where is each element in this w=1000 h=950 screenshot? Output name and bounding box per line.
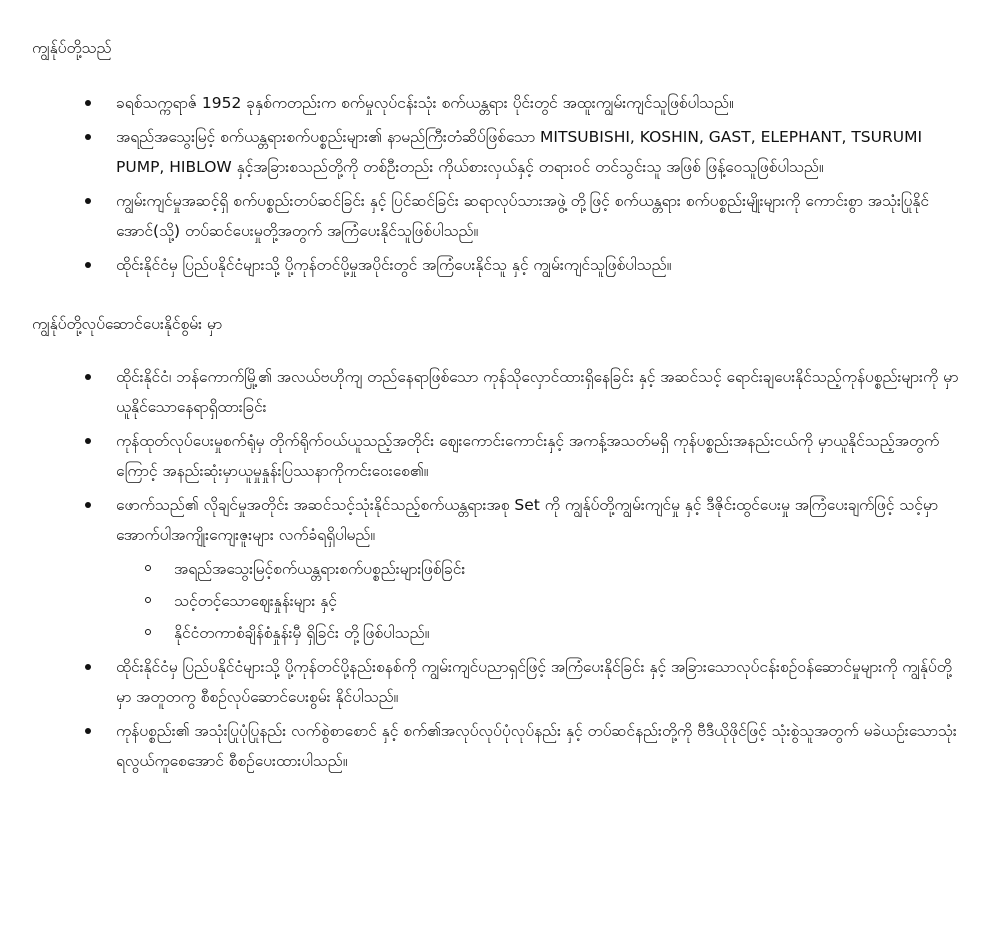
list-item	[116, 122, 960, 182]
section-heading-about-us: ကျွန်ုပ်တို့သည်	[32, 39, 112, 57]
hollow-bullet-icon	[145, 565, 151, 571]
list-item-text: ကုန်ထုတ်လုပ်ပေးမှုစက်ရုံမှ တိုက်ရိုက်ဝယ်ယူသည့်အတိုင်း ဈေးကောင်းကောင်းနှင့် အကန့်အသတ်မရှိ ကုန်ပစ္စည်းအနည်းငယ်ကို မှာယူနိုင်သည့်အတွက်ကြောင့် အနည်းဆုံးမှာယူမှုနှုန်းပြဿနာကိုကင်းဝေးစေ၏။	[116, 432, 940, 480]
benefits-sublist	[116, 554, 960, 648]
list-item-text: ထိုင်းနိုင်ငံ၊ ဘန်ကောက်မြို့၏ အလယ်ဗဟိုကျ တည်နေရာဖြစ်သော ကုန်သိုလှောင်ထားရှိနေခြင်း နှင့် အဆင်သင့် ရောင်းချပေးနိုင်သည့်ကုန်ပစ္စည်းများကို မှာယူနိုင်သောနေရာရှိထားခြင်း	[116, 368, 959, 416]
list-item-text: ထိုင်းနိုင်ငံမှ ပြည်ပနိုင်ငံများသို့ ပို့ကုန်တင်ပို့မှုအပိုင်းတွင် အကြံပေးနိုင်သူ နှင့် ကျွမ်းကျင်သူဖြစ်ပါသည်။	[116, 256, 672, 274]
about-us-list	[32, 88, 960, 280]
capabilities-list	[32, 362, 960, 776]
hollow-bullet-icon	[145, 629, 151, 635]
list-item	[116, 88, 960, 118]
bullet-icon	[85, 664, 91, 670]
bullet-icon	[85, 100, 91, 106]
list-item	[116, 426, 960, 486]
list-item-text: ကုန်ပစ္စည်း၏ အသုံးပြုပုံပြုနည်း လက်စွဲစာစောင် နှင့် စက်၏အလုပ်လုပ်ပုံလုပ်နည်း နှင့် တပ်ဆင်နည်းတို့ကို ဗီဒီယိုဖိုင်ဖြင့် သုံးစွဲသူအတွက် မခဲယဉ်းသောသုံးရလွယ်ကူစေအောင် စီစဉ်ပေးထားပါသည်။	[116, 722, 957, 770]
bullet-icon	[85, 438, 91, 444]
list-item-text: ခရစ်သက္ကရာဇ် 1952 ခုနှစ်ကတည်းက စက်မှုလုပ်ငန်းသုံး စက်ယန္တရား ပိုင်းတွင် အထူးကျွမ်းကျင်သူဖြစ်ပါသည်။	[116, 94, 734, 112]
list-item-text: ကျွမ်းကျင်မှုအဆင့်ရှိ စက်ပစ္စည်းတပ်ဆင်ခြင်း နှင့် ပြင်ဆင်ခြင်း ဆရာလုပ်သားအဖွဲ့ တို့ဖြင့် စက်ယန္တရား စက်ပစ္စည်းမျိုးများကို ကောင်းစွာ အသုံးပြုနိုင်အောင်(သို့) တပ်ဆင်ပေးမှုတို့အတွက် အကြံပေးနိုင်သူဖြစ်ပါသည်။	[116, 192, 929, 240]
list-item-text: အရည်အသွေးမြင့် စက်ယန္တရားစက်ပစ္စည်းများ၏ နာမည်ကြီးတံဆိပ်ဖြစ်သော MITSUBISHI, KOSHIN, GAST, ELEPHANT, TSURUMI PUMP, HIBLOW နှင့်အခြားစသည်တို့ကို တစ်ဦးတည်း ကိုယ်စားလှယ်နှင့် တရားဝင် တင်သွင်းသူ အဖြစ် ဖြန့်ဝေသူဖြစ်ပါသည်။	[116, 128, 923, 176]
sub-list-item	[174, 554, 960, 584]
list-item-text: ထိုင်းနိုင်ငံမှ ပြည်ပနိုင်ငံများသို့ ပို့ကုန်တင်ပို့နည်းစနစ်ကို ကျွမ်းကျင်ပညာရှင်ဖြင့် အကြံပေးနိုင်ခြင်း နှင့် အခြားသောလုပ်ငန်းစဉ်ဝန်ဆောင်မှုများကို ကျွန်ုပ်တို့မှာ အတူတကွ စီစဉ်လုပ်ဆောင်ပေးစွမ်း နိုင်ပါသည်။	[116, 658, 952, 706]
list-item	[116, 490, 960, 648]
sub-list-item	[174, 586, 960, 616]
list-item	[116, 362, 960, 422]
bullet-icon	[85, 502, 91, 508]
hollow-bullet-icon	[145, 597, 151, 603]
bullet-icon	[85, 728, 91, 734]
bullet-icon	[85, 374, 91, 380]
section-heading-capabilities: ကျွန်ုပ်တို့လုပ်ဆောင်ပေးနိုင်စွမ်း မှာ	[32, 315, 223, 333]
list-item	[116, 652, 960, 712]
list-item	[116, 250, 960, 280]
sub-list-item-text: နိုင်ငံတကာစံချိန်စံနှုန်းမှီ ရှိခြင်း တို့ဖြစ်ပါသည်။	[174, 624, 430, 642]
bullet-icon	[85, 262, 91, 268]
list-item	[116, 716, 960, 776]
list-item-text: ဖောက်သည်၏ လိုချင်မှုအတိုင်း အဆင်သင့်သုံးနိုင်သည့်စက်ယန္တရားအစု Set ကို ကျွန်ုပ်တို့ကျွမ်းကျင်မှု နှင့် ဒီဇိုင်းထွင်ပေးမှု အကြံပေးချက်ဖြင့် သင့်မှာအောက်ပါအကျိုးကျေးဇူးများ လက်ခံရရှိပါမည်။	[116, 496, 939, 544]
bullet-icon	[85, 198, 91, 204]
sub-list-item	[174, 618, 960, 648]
bullet-icon	[85, 134, 91, 140]
sub-list-item-text: အရည်အသွေးမြင့်စက်ယန္တရားစက်ပစ္စည်းများဖြစ်ခြင်း	[174, 560, 466, 578]
sub-list-item-text: သင့်တင့်သောဈေးနှုန်းများ နှင့်	[174, 592, 337, 610]
list-item	[116, 186, 960, 246]
